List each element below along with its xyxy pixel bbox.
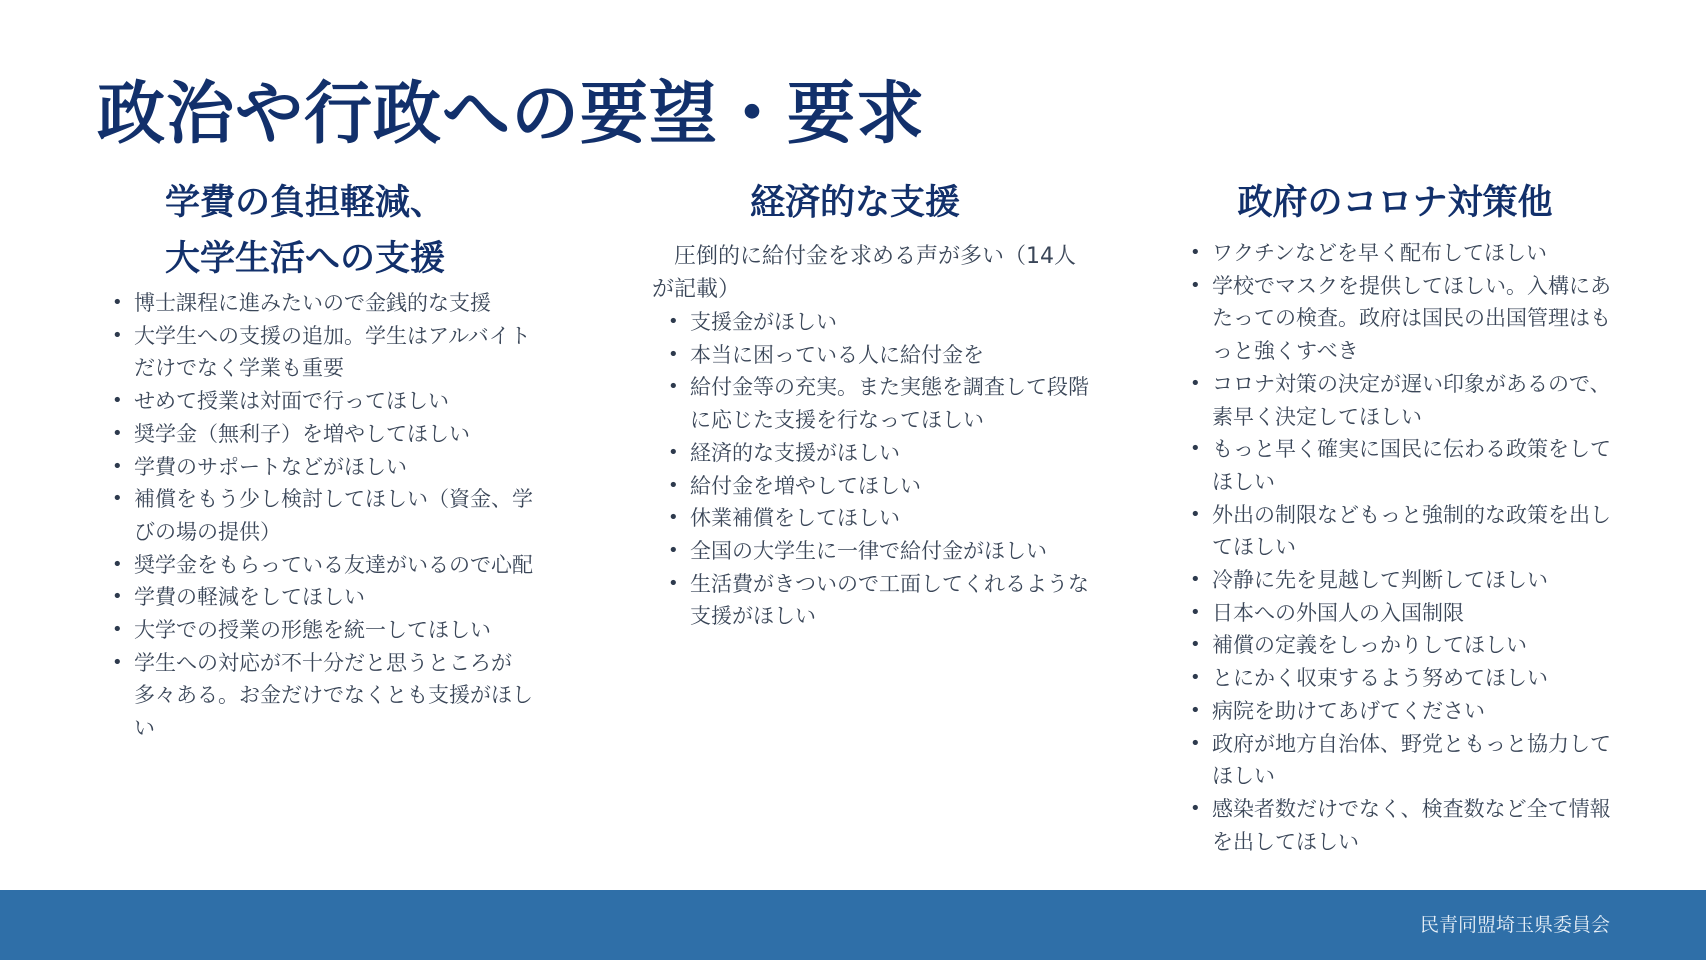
list-item-text: 本当に困っている人に給付金を — [690, 342, 984, 367]
list-item-text: 全国の大学生に一律で給付金がほしい — [690, 538, 1047, 563]
list-item-text: 学生への対応が不十分だと思うところが多々ある。お金だけでなくとも支援がほしい — [134, 650, 533, 741]
list-item — [1186, 662, 1626, 695]
column-intro: 圧倒的に給付金を求める声が多い（14人が記載） — [652, 244, 1076, 302]
list-item — [1186, 499, 1626, 564]
bullet-icon: • — [1190, 601, 1201, 623]
bullet-icon: • — [1190, 503, 1201, 525]
column-tuition-support — [108, 175, 568, 745]
list-item — [108, 287, 548, 320]
bullet-icon: • — [112, 455, 123, 477]
bullet-icon: • — [1190, 274, 1201, 296]
list-item — [664, 535, 1094, 568]
bullet-icon: • — [112, 553, 123, 575]
list-item-text: 補償の定義をしっかりしてほしい — [1212, 633, 1527, 658]
list-item — [108, 483, 548, 548]
list-item — [664, 306, 1094, 339]
list-item-text: もっと早く確実に国民に伝わる政策をしてほしい — [1212, 437, 1611, 494]
list-item-text: 生活費がきついので工面してくれるような支援がほしい — [690, 571, 1089, 629]
column-government-covid — [1180, 175, 1630, 858]
column-heading-line2: 大学生活への支援 — [165, 239, 446, 279]
list-item-text: 給付金を増やしてほしい — [690, 473, 921, 498]
list-item-text: 感染者数だけでなく、検査数など全て情報を出してほしい — [1212, 796, 1611, 854]
bullet-icon: • — [112, 390, 123, 412]
list-item — [1186, 368, 1626, 433]
list-item — [108, 418, 548, 451]
bullet-icon: • — [112, 619, 123, 641]
column-heading — [1160, 175, 1630, 231]
list-item — [108, 320, 548, 385]
list-item-text: 大学生への支援の追加。学生はアルバイトだけでなく学業も重要 — [134, 323, 531, 381]
list-item — [108, 581, 548, 614]
list-item-text: コロナ対策の決定が遅い印象があるので、素早く決定してほしい — [1212, 371, 1611, 429]
list-item — [1186, 728, 1626, 793]
request-list — [664, 306, 1094, 633]
list-item — [664, 502, 1094, 535]
request-list — [1186, 237, 1626, 858]
list-item-text: 経済的な支援がほしい — [690, 440, 900, 465]
list-item — [108, 385, 548, 418]
bullet-icon: • — [112, 488, 123, 510]
list-item — [108, 451, 548, 484]
column-heading — [108, 175, 568, 279]
list-item-text: 奨学金（無利子）を増やしてほしい — [134, 421, 470, 446]
bullet-icon: • — [668, 376, 679, 398]
list-item-text: 支援金がほしい — [690, 310, 837, 334]
bullet-icon: • — [668, 474, 679, 496]
list-item-text: 奨学金をもらっている友達がいるので心配 — [134, 552, 533, 577]
list-item — [1186, 270, 1626, 368]
list-item-text: ワクチンなどを早く配布してほしい — [1212, 241, 1547, 265]
list-item-text: せめて授業は対面で行ってほしい — [134, 389, 449, 414]
footer-bar — [0, 890, 1706, 960]
list-item — [664, 470, 1094, 503]
list-item — [1186, 793, 1626, 858]
page-title: 政治や行政への要望・要求 — [97, 75, 926, 154]
bullet-icon: • — [668, 343, 679, 365]
list-item — [664, 437, 1094, 470]
bullet-icon: • — [1190, 634, 1201, 656]
bullet-icon: • — [1190, 372, 1201, 394]
list-item — [1186, 564, 1626, 597]
list-item-text: 学費の軽減をしてほしい — [134, 585, 365, 610]
list-item-text: 冷静に先を見越して判断してほしい — [1212, 568, 1548, 593]
column-heading — [630, 175, 1080, 231]
bullet-icon: • — [112, 422, 123, 444]
list-item-text: 休業補償をしてほしい — [690, 506, 900, 531]
bullet-icon: • — [668, 441, 679, 463]
list-item — [108, 549, 548, 582]
list-item — [664, 339, 1094, 372]
list-item — [664, 568, 1094, 633]
bullet-icon: • — [1190, 699, 1201, 721]
list-item-text: 給付金等の充実。また実態を調査して段階に応じた支援を行なってほしい — [690, 375, 1089, 433]
bullet-icon: • — [1190, 667, 1201, 689]
list-item-text: 博士課程に進みたいので金銭的な支援 — [134, 291, 491, 315]
bullet-icon: • — [1190, 732, 1201, 754]
bullet-icon: • — [1190, 242, 1201, 263]
bullet-icon: • — [112, 586, 123, 608]
list-item-text: 学校でマスクを提供してほしい。入構にあたっての検査。政府は国民の出国管理はもっと強くすべき — [1212, 273, 1611, 364]
list-item-text: とにかく収束するよう努めてほしい — [1212, 666, 1548, 691]
list-item — [108, 614, 548, 647]
bullet-icon: • — [668, 507, 679, 529]
request-list — [108, 287, 548, 745]
list-item — [1186, 695, 1626, 728]
list-item-text: 外出の制限などもっと強制的な政策を出してほしい — [1212, 502, 1611, 560]
column-heading-line1: 経済的な支援 — [749, 183, 960, 223]
bullet-icon: • — [112, 651, 123, 673]
list-item — [664, 371, 1094, 436]
bullet-icon: • — [1190, 797, 1201, 819]
column-heading-line1: 政府のコロナ対策他 — [1237, 183, 1553, 223]
bullet-icon: • — [668, 311, 679, 332]
list-item — [1186, 433, 1626, 498]
column-economic-support — [650, 175, 1100, 633]
bullet-icon: • — [112, 292, 123, 313]
list-item — [1186, 597, 1626, 630]
bullet-icon: • — [668, 572, 679, 594]
list-item-text: 学費のサポートなどがほしい — [134, 454, 407, 479]
list-item — [1186, 629, 1626, 662]
list-item — [108, 647, 548, 745]
bullet-icon: • — [1190, 438, 1201, 460]
bullet-icon: • — [1190, 569, 1201, 591]
list-item — [1186, 237, 1626, 270]
list-item-text: 病院を助けてあげてください — [1212, 698, 1485, 723]
list-item-text: 大学での授業の形態を統一してほしい — [134, 618, 491, 643]
column-heading-line1: 学費の負担軽減、 — [165, 183, 446, 223]
bullet-icon: • — [112, 324, 123, 346]
list-item-text: 日本への外国人の入国制限 — [1212, 600, 1464, 625]
bullet-icon: • — [668, 539, 679, 561]
footer-org-name: 民青同盟埼玉県委員会 — [1419, 914, 1610, 936]
list-item-text: 政府が地方自治体、野党ともっと協力してほしい — [1212, 731, 1611, 789]
list-item-text: 補償をもう少し検討してほしい（資金、学びの場の提供） — [134, 487, 533, 544]
